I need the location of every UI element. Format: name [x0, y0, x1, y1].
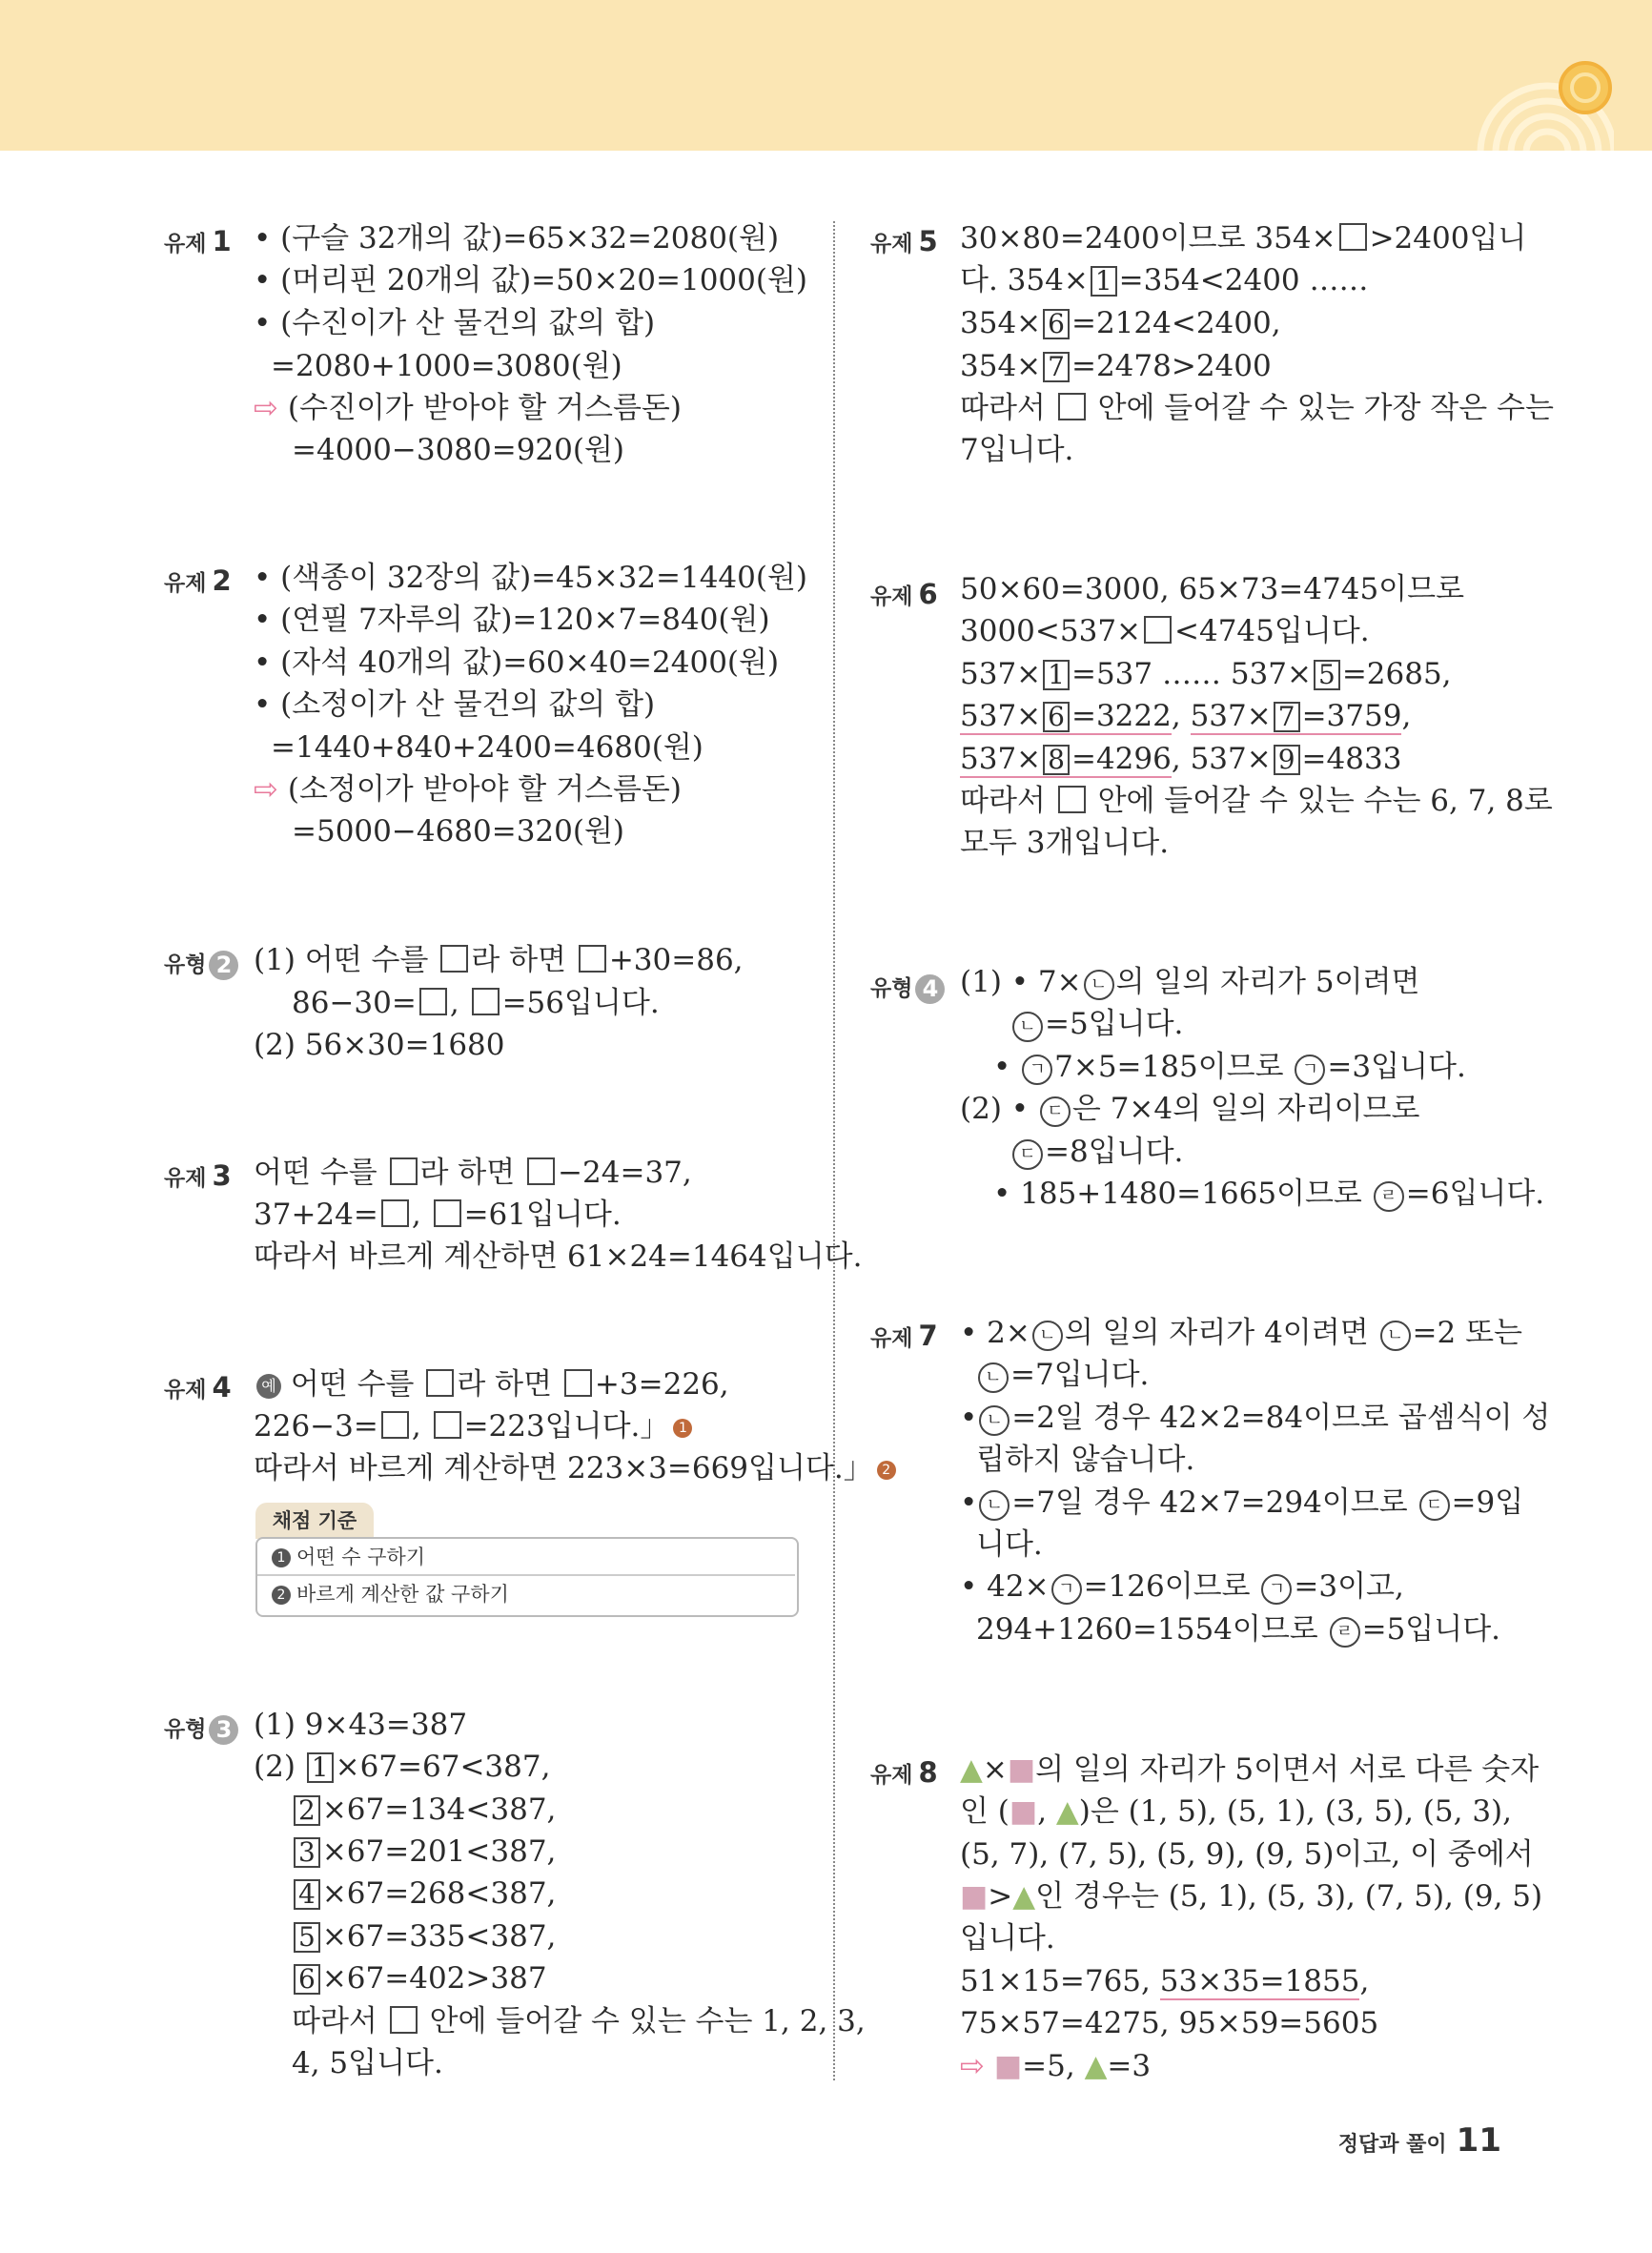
page-footer [1338, 2121, 1501, 2160]
text-line: ⇨ (소정이가 받아야 할 거스름돈) [254, 772, 682, 807]
text-line: 5 ×67=335<387, [292, 1915, 556, 1957]
text-line: 537× 6 =3222, 537× 7 =3759, [960, 699, 1412, 733]
empty-box [579, 945, 606, 973]
empty-box [1058, 786, 1086, 813]
criteria-row: 1 어떤 수 구하기 [272, 1539, 425, 1575]
text-line: (1) 9×43=387 [254, 1708, 468, 1742]
text-line: • 42× ㄱ =126이므로 ㄱ =3이고, [960, 1569, 1404, 1604]
text-line: 2 ×67=134<387, [292, 1789, 556, 1831]
grading-criteria-title: 채점 기준 [255, 1503, 374, 1539]
arrow-icon: ⇨ [960, 2049, 985, 2083]
text-line: (2) 1 ×67=67<387, [254, 1750, 551, 1784]
text-line: 입니다. [960, 1921, 1055, 1956]
text-line: 7입니다. [960, 433, 1074, 467]
problem-label-8: 유제 8 [870, 1756, 938, 1789]
text-line: ㄴ =7입니다. [976, 1354, 1149, 1396]
text-line: (2) 56×30=1680 [254, 1028, 505, 1062]
empty-box [419, 988, 447, 1015]
square-icon: ■ [1009, 1794, 1038, 1829]
empty-box [390, 1157, 418, 1185]
text-line: (1) 어떤 수를 라 하면 +30=86, [254, 943, 744, 977]
empty-box [381, 1199, 409, 1227]
text-line: 37+24= , =61입니다. [254, 1198, 622, 1232]
text-line: 립하지 않습니다. [976, 1443, 1195, 1477]
text-line: 75×57=4275, 95×59=5605 [960, 2006, 1379, 2040]
empty-box [1339, 223, 1367, 251]
text-line: 예 어떤 수를 라 하면 +3=226, [254, 1363, 729, 1405]
problem-label-5: 유제 5 [870, 225, 938, 257]
empty-box [434, 1411, 461, 1439]
text-line: 4 ×67=268<387, [292, 1873, 556, 1915]
problem-label-2: 유제 2 [164, 564, 232, 597]
text-line: =2080+1000=3080(원) [271, 349, 622, 383]
text-line: • ㄴ =7일 경우 42×7=294이므로 ㄷ =9입 [960, 1485, 1524, 1520]
problem-label-4: 유제 4 [164, 1371, 232, 1403]
text-line: =5000−4680=320(원) [292, 814, 625, 849]
text-line: • (머리핀 20개의 값)=50×20=1000(원) [254, 263, 808, 297]
text-line: ▲×■의 일의 자리가 5이면서 서로 다른 숫자 [960, 1752, 1540, 1787]
text-line: (2) • ㄷ 은 7×4의 일의 자리이므로 [960, 1092, 1420, 1126]
text-line: ㄴ =5입니다. [1010, 1003, 1183, 1045]
type-label-4: 유형 4 [870, 971, 945, 1004]
text-line: =1440+840+2400=4680(원) [271, 730, 704, 765]
swirl-decoration-icon [1452, 38, 1614, 151]
text-line: 50×60=3000, 65×73=4745이므로 [960, 572, 1465, 606]
problem-label-1: 유제 1 [164, 225, 232, 257]
header-band [0, 0, 1652, 151]
text-line: 354× 6 =2124<2400, [960, 306, 1281, 340]
text-line: • (소정이가 산 물건의 값의 합) [254, 687, 656, 722]
text-line: 30×80=2400이므로 354× >2400입니 [960, 221, 1527, 256]
empty-box [564, 1369, 592, 1397]
triangle-icon: ▲ [1012, 1879, 1036, 1914]
text-line: (5, 7), (7, 5), (5, 9), (9, 5)이고, 이 중에서 [960, 1837, 1534, 1872]
text-line: 6 ×67=402>387 [292, 1957, 547, 1999]
triangle-icon: ▲ [1084, 2049, 1108, 2083]
text-line: 따라서 바르게 계산하면 61×24=1464입니다. [254, 1239, 863, 1274]
text-line: 따라서 안에 들어갈 수 있는 수는 1, 2, 3, [292, 2004, 866, 2038]
text-line: ㄷ =8입니다. [1010, 1131, 1183, 1173]
text-line: 따라서 안에 들어갈 수 있는 가장 작은 수는 [960, 391, 1554, 425]
empty-box [527, 1157, 555, 1185]
text-line: 어떤 수를 라 하면 −24=37, [254, 1156, 692, 1190]
text-line: =4000−3080=920(원) [292, 433, 625, 467]
type-label-2: 유형 2 [164, 947, 238, 980]
square-icon: ■ [960, 1879, 989, 1914]
text-line: 인 (■, ▲)은 (1, 5), (5, 1), (3, 5), (5, 3), [960, 1794, 1513, 1829]
text-line: 모두 3개입니다. [960, 826, 1170, 860]
text-line: 537× 1 =537 …… 537× 5 =2685, [960, 657, 1452, 691]
problem-label-3: 유제 3 [164, 1159, 232, 1192]
text-line: 86−30= , =56입니다. [292, 986, 660, 1020]
text-line: 537× 8 =4296, 537× 9 =4833 [960, 742, 1402, 776]
text-line: • 185+1480=1665이므로 ㄹ =6입니다. [993, 1177, 1545, 1211]
empty-box [426, 1369, 454, 1397]
empty-box [390, 2006, 418, 2034]
text-line: • (수진이가 산 물건의 값의 합) [254, 306, 656, 340]
square-icon: ■ [1007, 1752, 1036, 1787]
text-line: 4, 5입니다. [292, 2046, 443, 2080]
text-line: 3000<537× <4745입니다. [960, 614, 1370, 648]
page-number: 11 [1456, 2121, 1501, 2160]
step-marker: 1 [673, 1419, 692, 1438]
text-line: 51×15=765, 53×35=1855, [960, 1964, 1370, 1998]
step-marker: 2 [877, 1461, 896, 1480]
text-line: • (자석 40개의 값)=60×40=2400(원) [254, 645, 780, 680]
square-icon: ■ [993, 2049, 1023, 2083]
text-line: ⇨ (수진이가 받아야 할 거스름돈) [254, 391, 682, 425]
text-line: 니다. [976, 1527, 1043, 1562]
empty-box [381, 1411, 409, 1439]
text-line: • (색종이 32장의 값)=45×32=1440(원) [254, 561, 808, 595]
problem-label-6: 유제 6 [870, 578, 938, 610]
text-line: ⇨ ■=5, ▲=3 [960, 2049, 1152, 2083]
arrow-icon: ⇨ [254, 391, 278, 425]
problem-label-7: 유제 7 [870, 1320, 938, 1352]
example-badge: 예 [256, 1374, 281, 1399]
text-line: 따라서 안에 들어갈 수 있는 수는 6, 7, 8로 [960, 784, 1553, 818]
text-line: • (연필 7자루의 값)=120×7=840(원) [254, 603, 770, 637]
text-line: • ㄴ =2일 경우 42×2=84이므로 곱셈식이 성 [960, 1401, 1551, 1435]
column-divider [833, 221, 835, 2080]
criteria-row: 2 바르게 계산한 값 구하기 [272, 1576, 509, 1612]
arrow-icon: ⇨ [254, 772, 278, 807]
empty-box [1144, 616, 1172, 644]
text-line: 3 ×67=201<387, [292, 1831, 556, 1873]
triangle-icon: ▲ [960, 1752, 983, 1787]
text-line: 354× 7 =2478>2400 [960, 349, 1272, 383]
text-line: 따라서 바르게 계산하면 223×3=669입니다.」 2 [254, 1447, 896, 1489]
triangle-icon: ▲ [1055, 1794, 1079, 1829]
text-line: (1) • 7× ㄴ 의 일의 자리가 5이려면 [960, 965, 1420, 999]
text-line: ■>▲인 경우는 (5, 1), (5, 3), (7, 5), (9, 5) [960, 1879, 1543, 1914]
text-line: 다. 354× 1 =354<2400 …… [960, 263, 1369, 297]
type-label-3: 유형 3 [164, 1711, 238, 1745]
text-line: • (구슬 32개의 값)=65×32=2080(원) [254, 221, 780, 256]
empty-box [434, 1199, 461, 1227]
text-line: 226−3= , =223입니다.」 1 [254, 1405, 692, 1447]
empty-box [440, 945, 468, 973]
footer-title: 정답과 풀이 [1337, 2133, 1447, 2157]
text-line: • 2× ㄴ 의 일의 자리가 4이려면 ㄴ =2 또는 [960, 1316, 1522, 1350]
text-line: 294+1260=1554이므로 ㄹ =5입니다. [976, 1612, 1500, 1647]
empty-box [1058, 393, 1086, 420]
empty-box [472, 988, 500, 1015]
text-line: • ㄱ 7×5=185이므로 ㄱ =3입니다. [993, 1050, 1466, 1084]
